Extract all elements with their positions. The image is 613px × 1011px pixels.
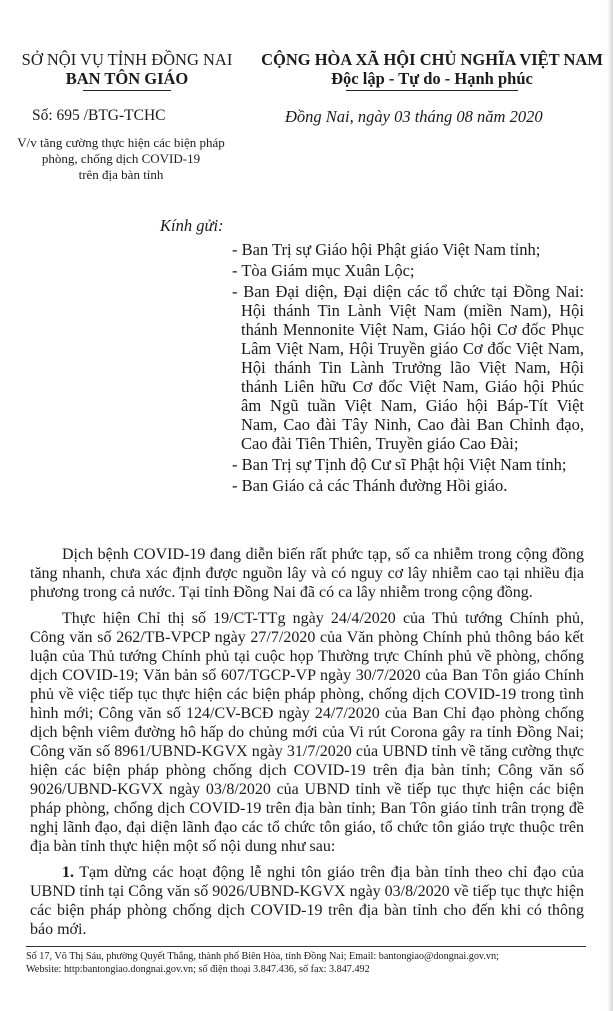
issuer-header xyxy=(8,50,246,91)
document-body xyxy=(30,545,584,946)
recipient-item: - Ban Giáo cả các Thánh đường Hồi giáo. xyxy=(232,476,508,495)
country-name: CỘNG HÒA XÃ HỘI CHỦ NGHĨA VIỆT NAM xyxy=(261,50,603,69)
motto-underline xyxy=(346,90,518,91)
item-text: Tạm dừng các hoạt động lễ nghi tôn giáo trên địa bàn tỉnh theo chỉ đạo của UBND tỉnh tại Công văn số 9026/UBND-KGVX ngày 03/8/2020 về tiếp tục thực hiện các biện pháp phòng chống dịch COVID-19 trên địa bàn tỉnh cho đến khi có thông báo mới. xyxy=(30,864,584,938)
body-paragraph: Dịch bệnh COVID-19 đang diễn biến rất phức tạp, số ca nhiễm trong cộng đồng tăng nhanh, chưa xác định được nguồn lây và có nguy cơ lây nhiễm cao tại nhiều địa phương trong cả nước. Tại tỉnh Đồng Nai đã có ca lây nhiễm trong cộng đồng. xyxy=(30,546,584,601)
national-header xyxy=(254,50,610,91)
subject-line: V/v tăng cường thực hiện các biện pháp xyxy=(17,135,225,150)
page-edge-shadow xyxy=(607,0,613,1011)
recipient-list xyxy=(232,240,584,497)
footer-divider xyxy=(26,946,586,947)
parent-organization: SỞ NỘI VỤ TỈNH ĐỒNG NAI xyxy=(21,50,233,69)
body-paragraph: Thực hiện Chỉ thị số 19/CT-TTg ngày 24/4/2020 của Thủ tướng Chính phủ, Công văn số 262/TB-VPCP ngày 27/7/2020 của Văn phòng Chính phủ thông báo kết luận của Thủ tướng Chính phủ tại cuộc họp Thường trực Chính phủ về phòng, chống dịch COVID-19; Văn bản số 607/TGCP-VP ngày 30/7/2020 của Ban Tôn giáo Chính phủ về việc tiếp tục thực hiện các biện pháp phòng, chống dịch COVID-19 trong tình hình mới; Công văn số 124/CV-BCĐ ngày 24/7/2020 của Ban Chỉ đạo phòng chống dịch bệnh viêm đường hô hấp do chủng mới của Vi rút Corona gây ra tỉnh Đồng Nai; Công văn số 8961/UBND-KGVX ngày 31/7/2020 của UBND tỉnh về tăng cường thực hiện các biện pháp phòng chống dịch COVID-19 trên địa bàn tỉnh; Công văn số 9026/UBND-KGVX ngày 03/8/2020 của UBND tỉnh về tiếp tục thực hiện các biện pháp phòng, chống dịch COVID-19 trên địa bàn tỉnh; Ban Tôn giáo tỉnh trân trọng đề nghị lãnh đạo, đại diện lãnh đạo các tổ chức tôn giáo, tổ chức tôn giáo trực thuộc trên địa bàn tỉnh thực hiện một số nội dung như sau: xyxy=(30,610,584,855)
document-subject xyxy=(12,135,230,183)
recipient-item: - Ban Đại diện, Đại diện các tổ chức tại Đồng Nai: Hội thánh Tin Lành Việt Nam (miền Nam), Hội thánh Mennonite Việt Nam, Giáo hội Cơ đốc Phục Lâm Việt Nam, Hội Truyền giáo Cơ đốc Việt Nam, Hội thánh Tin Lành Trưởng lão Việt Nam, Hội thánh Liên hữu Cơ đốc Việt Nam, Giáo hội Phúc âm Ngũ tuần Việt Nam, Giáo hội Báp-Tít Việt Nam, Cao đài Tây Ninh, Cao đài Ban Chỉnh đạo, Cao đài Tiên Thiên, Truyền giáo Cao Đài; xyxy=(232,282,584,453)
recipient-item: - Ban Trị sự Tịnh độ Cư sĩ Phật hội Việt Nam tỉnh; xyxy=(232,455,567,474)
recipient-item: - Tòa Giám mục Xuân Lộc; xyxy=(232,261,415,280)
body-paragraph-numbered xyxy=(30,863,584,939)
subject-line: phòng, chống dịch COVID-19 xyxy=(41,151,201,166)
item-number: 1. xyxy=(62,864,74,881)
issuer-underline xyxy=(83,90,171,91)
issuing-organization: BAN TÔN GIÁO xyxy=(65,69,189,88)
document-number: Số: 695 /BTG-TCHC xyxy=(32,107,166,124)
subject-line: trên địa bàn tỉnh xyxy=(78,167,164,182)
footer-address: Số 17, Võ Thị Sáu, phường Quyết Thắng, thành phố Biên Hòa, tỉnh Đồng Nai; Email: bantongiao@dongnai.gov.vn; xyxy=(26,951,499,962)
national-motto: Độc lập - Tự do - Hạnh phúc xyxy=(331,69,533,88)
footer-contact xyxy=(26,950,586,976)
recipient-item: - Ban Trị sự Giáo hội Phật giáo Việt Nam tỉnh; xyxy=(232,240,541,259)
document-date: Đồng Nai, ngày 03 tháng 08 năm 2020 xyxy=(285,107,543,126)
salutation: Kính gửi: xyxy=(160,216,224,235)
footer-website: Website: http:bantongiao.dongnai.gov.vn; số điện thoại 3.847.436, số fax: 3.847.492 xyxy=(26,964,370,975)
